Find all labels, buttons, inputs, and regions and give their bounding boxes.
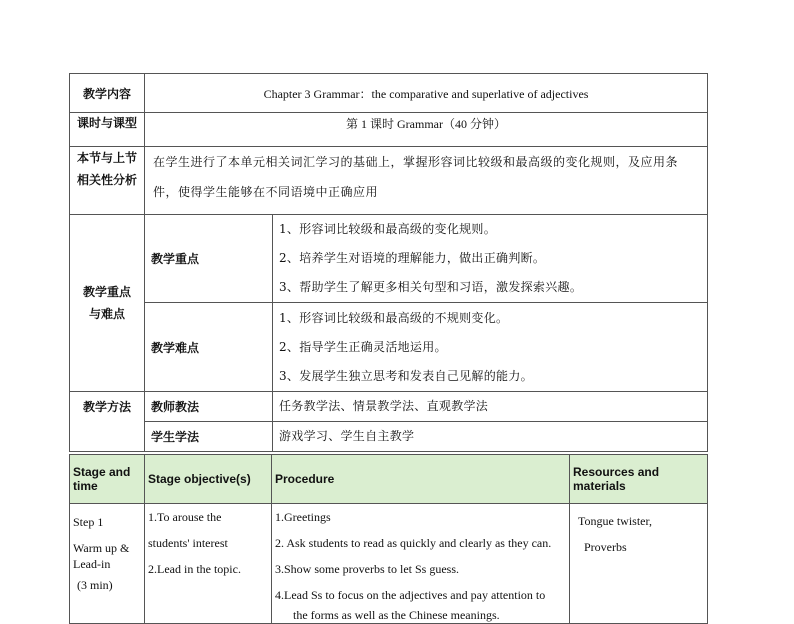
resource-line: Tongue twister, xyxy=(578,514,652,528)
stage-line: Lead-in xyxy=(73,557,111,571)
relevance-value: 在学生进行了本单元相关词汇学习的基础上，掌握形容词比较级和最高级的变化规则，及应用条件，使得学生能够在不同语境中正确应用 xyxy=(145,147,708,215)
method-label: 教学方法 xyxy=(70,392,145,452)
objective-cell xyxy=(145,504,272,624)
relevance-label-line-2: 相关性分析 xyxy=(76,173,137,187)
procedure-line: 3.Show some proverbs to let Ss guess. xyxy=(275,562,459,576)
difficult-point-item: 2、指导学生正确灵活地运用。 xyxy=(279,339,447,354)
resources-cell xyxy=(570,504,708,624)
objective-line: 1.To arouse the xyxy=(148,510,222,524)
procedure-cell xyxy=(272,504,570,624)
student-method-label: 学生学法 xyxy=(145,422,273,452)
focus-label-line-2: 与难点 xyxy=(88,307,125,321)
focus-label xyxy=(70,215,145,392)
period-value: 第 1 课时 Grammar（40 分钟） xyxy=(145,113,708,147)
key-points-label: 教学重点 xyxy=(145,215,273,303)
difficult-points-label: 教学难点 xyxy=(145,303,273,392)
teacher-method-label: 教师教法 xyxy=(145,392,273,422)
key-points-list xyxy=(273,215,708,303)
relevance-label-line-1: 本节与上节 xyxy=(76,151,137,165)
resource-line: Proverbs xyxy=(584,540,627,554)
header-resources: Resources and materials xyxy=(570,455,708,504)
stage-cell xyxy=(70,504,145,624)
objective-line: 2.Lead in the topic. xyxy=(148,562,241,576)
content-label: 教学内容 xyxy=(70,74,145,113)
difficult-point-item: 3、发展学生独立思考和发表自己见解的能力。 xyxy=(279,368,533,383)
objective-line: students' interest xyxy=(148,536,228,550)
relevance-label xyxy=(70,147,145,215)
difficult-points-list xyxy=(273,303,708,392)
teacher-method-value: 任务教学法、情景教学法、直观教学法 xyxy=(273,392,708,422)
procedure-table xyxy=(69,454,708,624)
period-label: 课时与课型 xyxy=(70,113,145,147)
lesson-info-table xyxy=(69,73,708,452)
stage-line: Step 1 xyxy=(73,515,104,529)
procedure-line: 1.Greetings xyxy=(275,510,331,524)
header-procedure: Procedure xyxy=(272,455,570,504)
key-point-item: 2、培养学生对语境的理解能力，做出正确判断。 xyxy=(279,251,546,265)
stage-line: Warm up & xyxy=(73,541,130,555)
procedure-line: the forms as well as the Chinese meanings. xyxy=(293,608,500,622)
key-point-item: 1、形容词比较级和最高级的变化规则。 xyxy=(279,222,497,236)
header-objectives: Stage objective(s) xyxy=(145,455,272,504)
header-stage: Stage and time xyxy=(70,455,145,504)
stage-line: (3 min) xyxy=(77,578,113,592)
content-value: Chapter 3 Grammar：the comparative and superlative of adjectives xyxy=(145,74,708,113)
difficult-point-item: 1、形容词比较级和最高级的不规则变化。 xyxy=(279,310,509,325)
focus-label-line-1: 教学重点 xyxy=(82,285,131,299)
student-method-value: 游戏学习、学生自主教学 xyxy=(273,422,708,452)
procedure-line: 4.Lead Ss to focus on the adjectives and pay attention to xyxy=(275,588,546,602)
procedure-line: 2. Ask students to read as quickly and clearly as they can. xyxy=(275,536,552,550)
key-point-item: 3、帮助学生了解更多相关句型和习语，激发探索兴趣。 xyxy=(279,280,583,294)
